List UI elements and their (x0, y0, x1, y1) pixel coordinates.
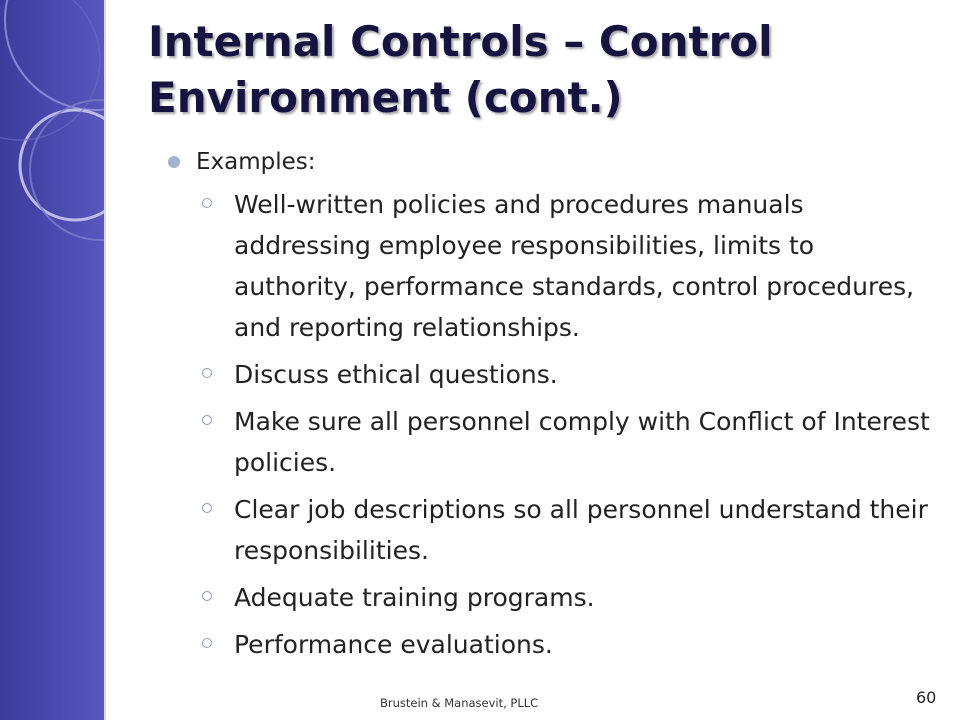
sub-bullet-2 (196, 354, 938, 395)
bullet-ring-icon (202, 591, 212, 601)
bullet-dot-icon (168, 156, 180, 168)
sub-bullet-text: Make sure all personnel comply with Conflict of Interest policies. (234, 407, 930, 477)
sub-bullet-6 (196, 624, 938, 665)
sub-bullet-1 (196, 184, 938, 348)
sub-bullet-text: Adequate training programs. (234, 583, 595, 612)
bullet-ring-icon (202, 415, 212, 425)
page-number: 60 (916, 688, 937, 707)
bullet-level1 (168, 146, 938, 178)
sub-bullet-5 (196, 577, 938, 618)
slide-title: Internal Controls – Control Environment (cont.) (148, 17, 773, 122)
sub-bullet-4 (196, 489, 938, 571)
bullet-level1-text: Examples: (196, 149, 316, 175)
sub-bullet-3 (196, 401, 938, 483)
bullet-ring-icon (202, 198, 212, 208)
sub-bullet-text: Well-written policies and procedures manuals addressing employee responsibilities, limits to authority, performance standards, control procedures, and reporting relationships. (234, 190, 915, 342)
sub-bullet-text: Discuss ethical questions. (234, 360, 558, 389)
bullet-ring-icon (202, 638, 212, 648)
side-decoration-band (0, 0, 106, 720)
bullet-ring-icon (202, 368, 212, 378)
sub-bullet-text: Clear job descriptions so all personnel understand their responsibilities. (234, 495, 928, 565)
slide-body (168, 146, 938, 671)
sub-bullet-text: Performance evaluations. (234, 630, 553, 659)
bullet-ring-icon (202, 503, 212, 513)
decorative-rings (0, 0, 106, 720)
footer-company: Brustein & Manasevit, PLLC (380, 696, 539, 710)
